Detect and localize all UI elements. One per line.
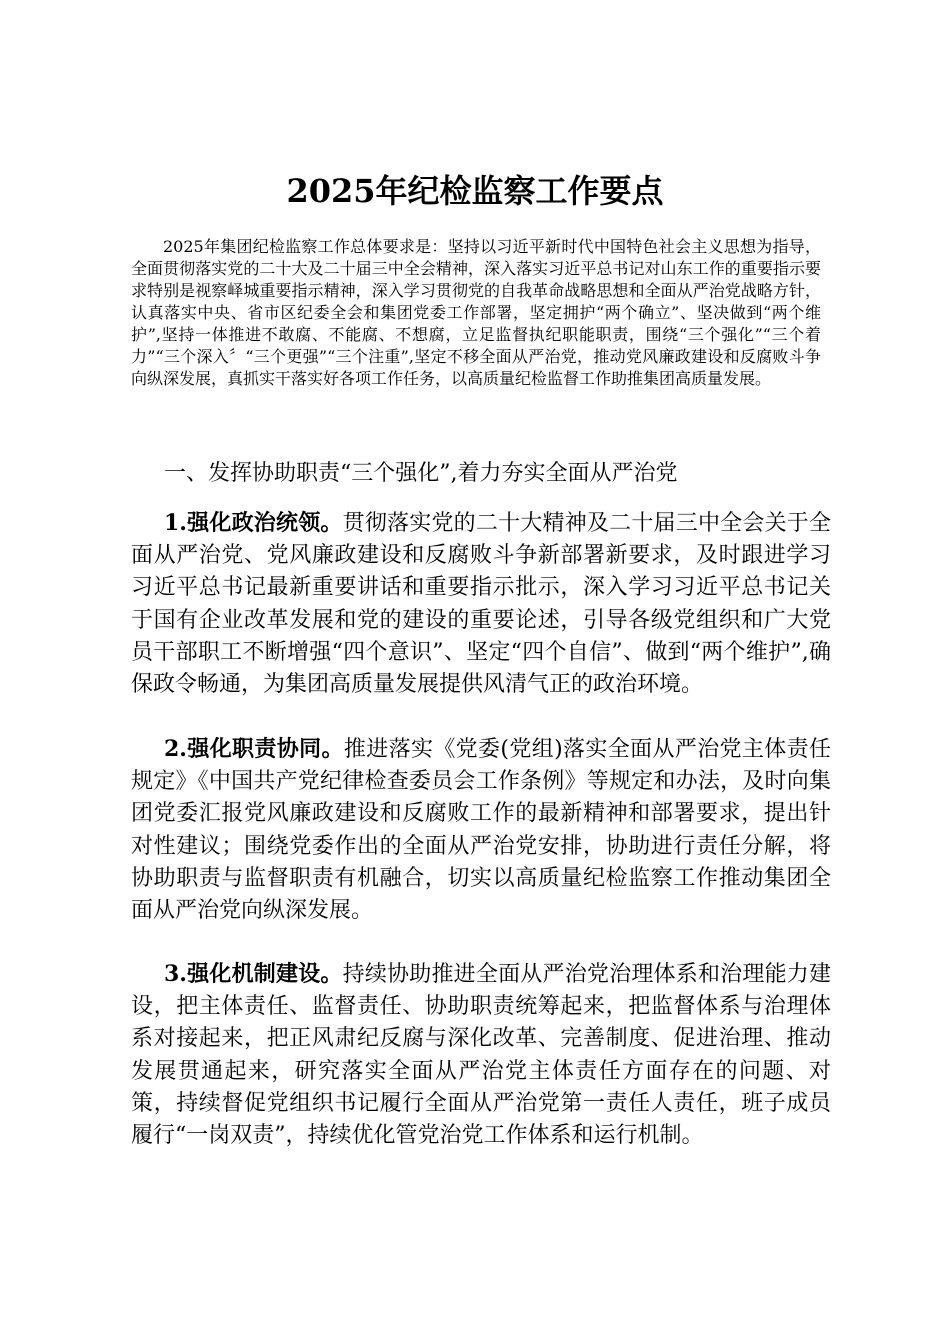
item-paragraph-1 <box>131 507 831 701</box>
item-body-3: 持续协助推进全面从严治党治理体系和治理能力建设，把主体责任、监督责任、协助职责统筹起来，把监督体系与治理体系对接起来，把正风肃纪反腐与深化改革、完善制度、促进治理、推动发展贯通起来，研究落实全面从严治党主体责任方面存在的问题、对策，持续督促党组织书记履行全面从严治党第一责任人责任，班子成员履行“一岗双责”，持续优化管党治党工作体系和运行机制。 <box>131 962 831 1149</box>
item-body-2: 推进落实《党委(党组)落实全面从严治党主体责任规定》《中国共产党纪律检查委员会工作条例》等规定和办法，及时向集团党委汇报党风廉政建设和反腐败工作的最新精神和部署要求，提出针对性建议；围绕党委作出的全面从严治党安排，协助进行责任分解，将协助职责与监督职责有机融合，切实以高质量纪检监察工作推动集团全面从严治党向纵深发展。 <box>131 737 832 924</box>
intro-paragraph: 2025年集团纪检监察工作总体要求是：坚持以习近平新时代中国特色社会主义思想为指导，全面贯彻落实党的二十大及二十届三中全会精神，深入落实习近平总书记对山东工作的重要指示要求特别是视察峄城重要指示精神，深入学习贯彻党的自我革命战略思想和全面从严治党战略方针，认真落实中央、省市区纪委全会和集团党委工作部署，坚定拥护“两个确立”、坚决做到“两个维护”,坚持一体推进不敢腐、不能腐、不想腐，立足监督执纪职能职责，围绕“三个强化”“三个着力”“三个深入〞“三个更强”“三个注重”,坚定不移全面从严治党，推动党风廉政建设和反腐败斗争向纵深发展，真抓实干落实好各项工作任务，以高质量纪检监督工作助推集团高质量发展。 <box>131 237 821 388</box>
item-paragraph-2 <box>131 733 831 927</box>
item-body-1: 贯彻落实党的二十大精神及二十届三中全会关于全面从严治党、党风廉政建设和反腐败斗争新部署新要求，及时跟进学习习近平总书记最新重要讲话和重要指示批示，深入学习习近平总书记关于国有企业改革发展和党的建设的重要论述，引导各级党组织和广大党员干部职工不断增强“四个意识”、坚定“四个自信”、做到“两个维护”,确保政令畅通，为集团高质量发展提供风清气正的政治环境。 <box>131 511 831 698</box>
section-heading-1: 一、发挥协助职责“三个强化”,着力夯实全面从严治党 <box>164 461 678 486</box>
item-lead-3: 3.强化机制建设。 <box>164 961 343 987</box>
item-lead-2: 2.强化职责协同。 <box>164 736 344 762</box>
document-title: 2025年纪检监察工作要点 <box>286 172 664 210</box>
item-paragraph-3 <box>131 958 831 1152</box>
item-lead-1: 1.强化政治统领。 <box>164 510 343 536</box>
